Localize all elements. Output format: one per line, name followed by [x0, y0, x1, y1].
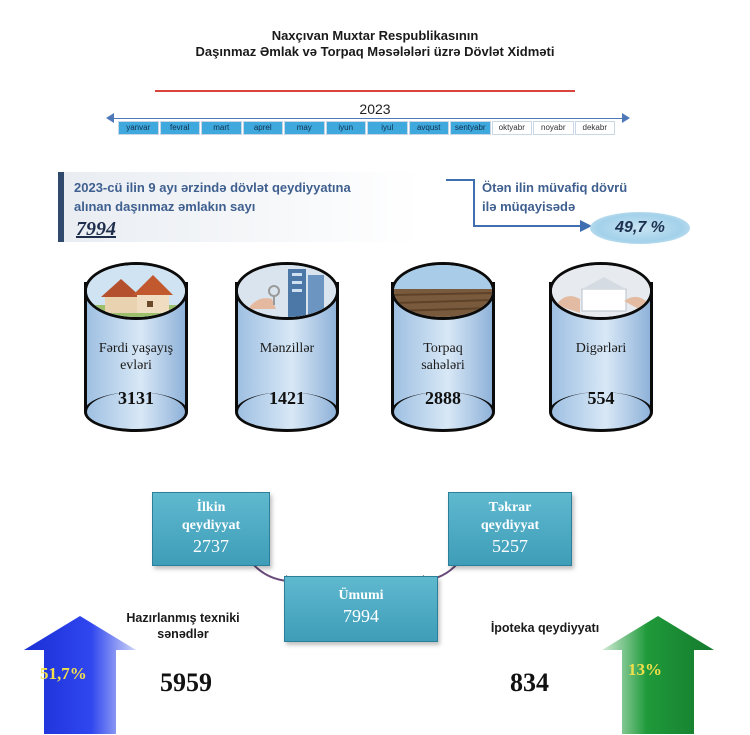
timeline-axis [110, 118, 626, 119]
field-photo-icon [391, 262, 495, 320]
month-avqust: avqust [409, 121, 450, 135]
category-label [549, 340, 653, 357]
timeline-year: 2023 [359, 101, 391, 117]
technical-docs-value: 5959 [160, 668, 212, 697]
month-yanvar: yanvar [118, 121, 159, 135]
month-fevral: fevral [160, 121, 201, 135]
arrow-right-icon [622, 113, 630, 123]
category-label-line1: Torpaq [423, 341, 463, 356]
summary-intro-line1: 2023-cü ilin 9 ayı ərzində dövlət qeydiyyatına [74, 180, 351, 195]
category-label [391, 340, 495, 374]
initial-registration-title2: qeydiyyat [181, 518, 241, 533]
category-label [84, 340, 188, 374]
apartment-keys-photo-icon [235, 262, 339, 320]
office-photo-icon [549, 262, 653, 320]
repeat-registration-value: 5257 [492, 536, 528, 556]
technical-docs-label-line1: Hazırlanmış texniki [126, 611, 240, 625]
category-label-line1: Digərləri [575, 341, 627, 356]
initial-registration-value: 2737 [193, 536, 229, 556]
header-title-line1: Naxçıvan Muxtar Respublikasının [271, 28, 479, 43]
category-houses [84, 262, 188, 432]
compare-label [482, 178, 692, 216]
month-iyun: iyun [326, 121, 367, 135]
compare-label-line2: ilə müqayisədə [482, 199, 576, 214]
category-land-plots [391, 262, 495, 432]
houses-photo-icon [84, 262, 188, 320]
category-label-line1: Mənzillər [259, 341, 315, 356]
summary-total: 7994 [76, 218, 116, 240]
mortgage-percentage: 13% [628, 660, 662, 679]
initial-registration-title1: İlkin [196, 500, 226, 515]
month-mart: mart [201, 121, 242, 135]
total-registration-title: Ümumi [338, 588, 384, 603]
category-value: 2888 [425, 388, 461, 408]
month-dekabr: dekabr [575, 121, 616, 135]
repeat-registration-title2: qeydiyyat [480, 518, 540, 533]
category-value: 3131 [118, 388, 154, 408]
header-divider [155, 90, 575, 92]
mortgage-value: 834 [510, 668, 549, 697]
month-iyul: iyul [367, 121, 408, 135]
repeat-registration-title1: Təkrar [488, 500, 532, 515]
category-label-line1: Fərdi yaşayış [98, 341, 174, 356]
compare-label-line1: Ötən ilin müvafiq dövrü [482, 180, 628, 195]
category-value: 554 [587, 388, 615, 408]
summary-accent-bar [58, 172, 64, 242]
total-registration-box [284, 576, 438, 642]
category-label-line2: evləri [120, 358, 152, 373]
category-value: 1421 [269, 388, 305, 408]
month-sentyabr: sentyabr [450, 121, 491, 135]
initial-registration-box [152, 492, 270, 566]
month-may: may [284, 121, 325, 135]
month-oktyabr: oktyabr [492, 121, 533, 135]
timeline-months [118, 121, 616, 135]
summary-intro [74, 178, 424, 216]
mortgage-label: İpoteka qeydiyyatı [490, 621, 600, 635]
repeat-registration-box [448, 492, 572, 566]
month-aprel: aprel [243, 121, 284, 135]
arrow-left-icon [106, 113, 114, 123]
summary-intro-line2: alınan daşınmaz əmlakın sayı [74, 199, 256, 214]
category-label-line2: sahələri [421, 358, 465, 373]
month-noyabr: noyabr [533, 121, 574, 135]
mortgage-panel [478, 650, 620, 730]
category-apartments [235, 262, 339, 432]
compare-percentage: 49,7 % [590, 212, 690, 244]
total-registration-value: 7994 [343, 606, 379, 626]
category-others [549, 262, 653, 432]
technical-docs-percentage: 51,7% [40, 664, 87, 683]
header-title-line2: Daşınmaz Əmlak və Torpaq Məsələləri üzrə Dövlət Xidməti [195, 44, 555, 59]
technical-docs-label-line2: sənədlər [157, 627, 209, 641]
category-label [235, 340, 339, 357]
